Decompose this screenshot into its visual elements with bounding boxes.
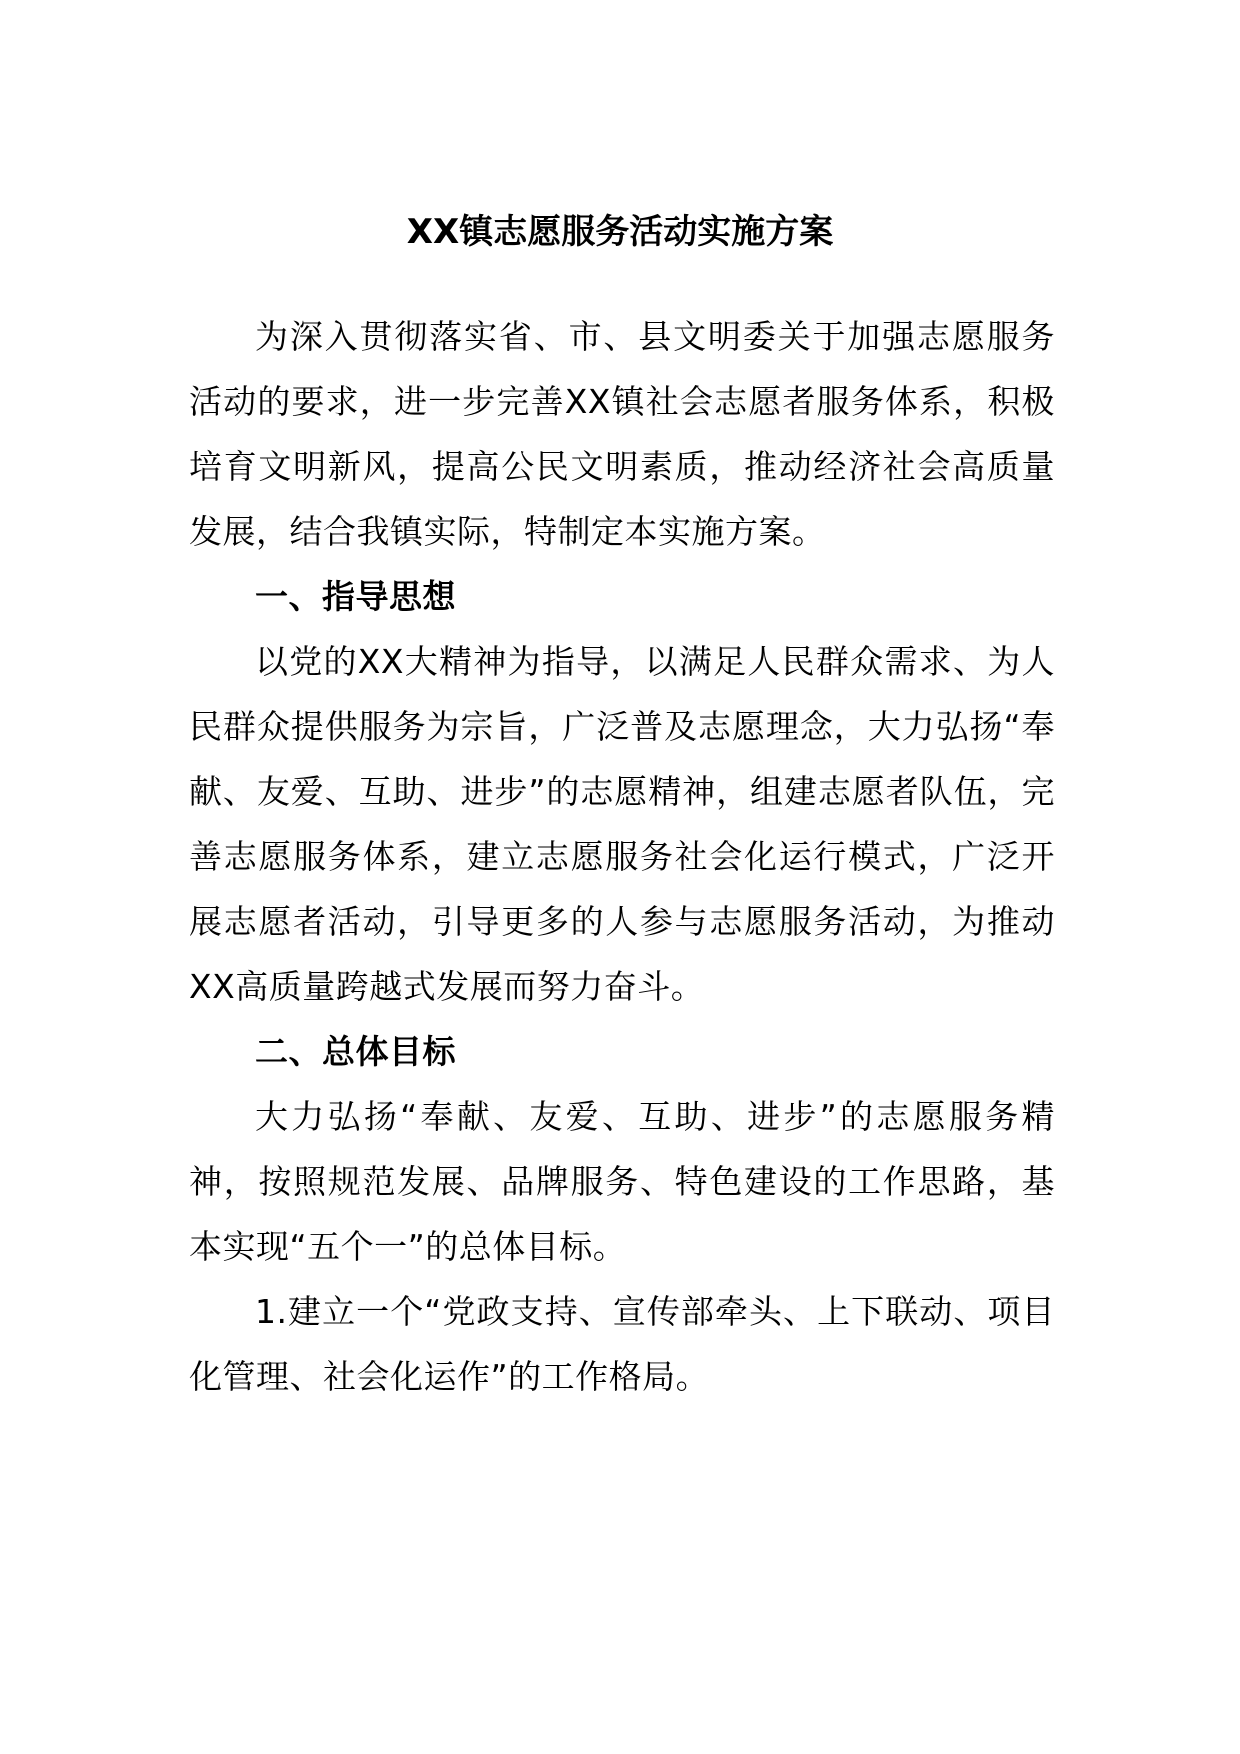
guiding-ideology-paragraph: 以党的XX大精神为指导，以满足人民群众需求、为人民群众提供服务为宗旨，广泛普及志愿理念，大力弘扬“奉献、友爱、互助、进步”的志愿精神，组建志愿者队伍，完善志愿服务体系，建立志愿服务社会化运行模式，广泛开展志愿者活动，引导更多的人参与志愿服务活动，为推动XX高质量跨越式发展而努力奋斗。 [189,642,1055,1006]
section-heading-overall-goals: 二、总体目标 [255,1032,456,1071]
document-title: XX镇志愿服务活动实施方案 [406,212,834,252]
intro-paragraph: 为深入贯彻落实省、市、县文明委关于加强志愿服务活动的要求，进一步完善XX镇社会志愿者服务体系，积极培育文明新风，提高公民文明素质，推动经济社会高质量发展，结合我镇实际，特制定本实施方案。 [189,317,1055,551]
overall-goals-paragraph: 大力弘扬“奉献、友爱、互助、进步”的志愿服务精神，按照规范发展、品牌服务、特色建设的工作思路，基本实现“五个一”的总体目标。 [189,1097,1055,1266]
goal-item-1-paragraph: 1.建立一个“党政支持、宣传部牵头、上下联动、项目化管理、社会化运作”的工作格局。 [189,1292,1055,1396]
section-heading-guiding-ideology: 一、指导思想 [255,577,456,616]
document-body [189,304,1055,1409]
